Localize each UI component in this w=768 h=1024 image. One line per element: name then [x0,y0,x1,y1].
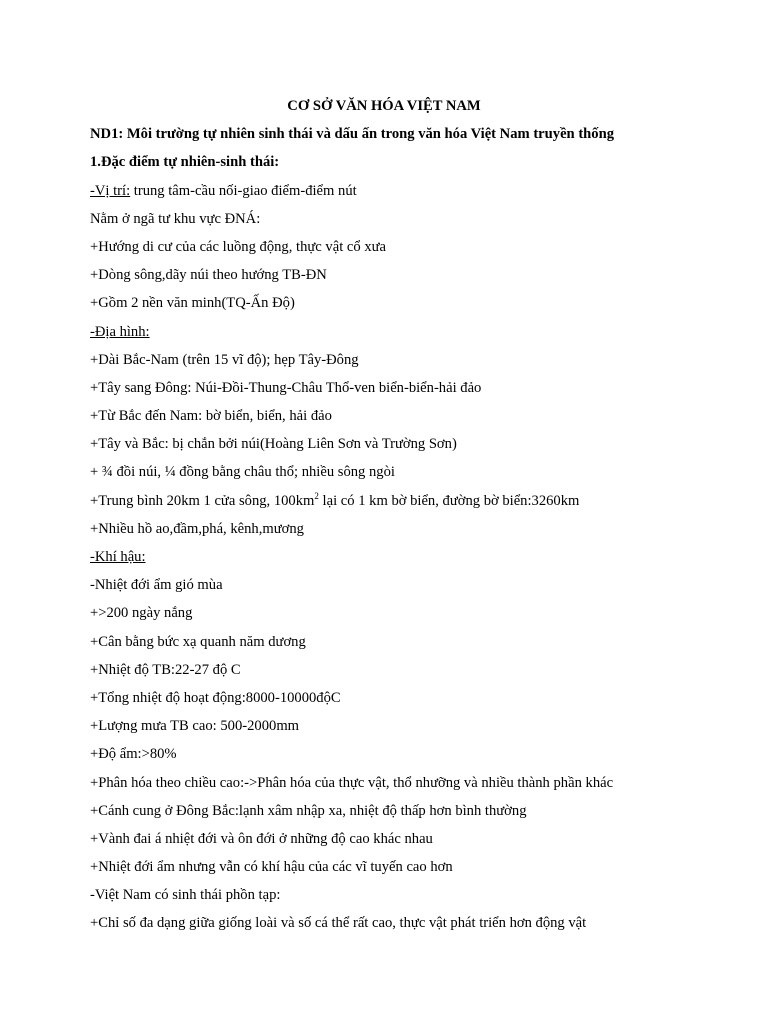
list-item: +Tây và Bắc: bị chắn bởi núi(Hoàng Liên Sơn và Trường Sơn) [90,436,457,453]
list-item: +Dài Bắc-Nam (trên 15 vĩ độ); hẹp Tây-Đông [90,351,359,368]
list-item: -Nhiệt đới ẩm gió mùa [90,577,223,594]
list-item: +Hướng di cư của các luồng động, thực vật cổ xưa [90,238,387,255]
section-heading: ND1: Môi trường tự nhiên sinh thái và dấu ấn trong văn hóa Việt Nam truyền thống [90,126,615,143]
vitri-label: -Vị trí: [90,182,131,199]
list-item: +Từ Bắc đến Nam: bờ biển, biển, hải đảo [90,408,332,425]
rivers-text-before: +Trung bình 20km 1 cửa sông, 100km [90,492,315,509]
document-body [90,92,690,938]
list-item: +Vành đai á nhiệt đới và ôn đới ở những độ cao khác nhau [90,830,433,847]
list-item: Nằm ở ngã tư khu vực ĐNÁ: [90,210,261,227]
rivers-line [90,487,690,515]
list-item: +Nhiệt độ TB:22-27 độ C [90,661,241,678]
vitri-text: trung tâm-cầu nối-giao điểm-điểm nút [130,182,357,199]
rivers-text-after: lại có 1 km bờ biển, đường bờ biển:3260km [318,492,580,509]
list-item: +Chỉ số đa dạng giữa giống loài và số cá thể rất cao, thực vật phát triển hơn động vật [90,915,587,932]
document-title: CƠ SỞ VĂN HÓA VIỆT NAM [287,98,481,114]
diahinh-line [90,318,690,346]
list-item: +Dòng sông,dãy núi theo hướng TB-ĐN [90,267,327,284]
list-item: +Nhiệt đới ẩm nhưng vẫn có khí hậu của các vĩ tuyến cao hơn [90,859,453,876]
list-item: + ¾ đồi núi, ¼ đồng bằng châu thổ; nhiều sông ngòi [90,464,395,481]
list-item: +Nhiều hồ ao,đầm,phá, kênh,mương [90,520,304,537]
list-item: +Lượng mưa TB cao: 500-2000mm [90,718,300,735]
list-item: +Độ ẩm:>80% [90,746,177,763]
list-item: +Cân bằng bức xạ quanh năm dương [90,633,306,650]
list-item: +Phân hóa theo chiều cao:->Phân hóa của thực vật, thổ nhưỡng và nhiều thành phần khác [90,774,614,791]
list-item: +>200 ngày nắng [90,605,193,622]
vitri-line [90,177,690,205]
list-item: -Việt Nam có sinh thái phồn tạp: [90,887,281,904]
list-item: +Tây sang Đông: Núi-Đồi-Thung-Châu Thổ-ven biển-biển-hải đảo [90,379,482,396]
khihau-line [90,543,690,571]
superscript-two: 2 [314,490,319,501]
list-item: +Cánh cung ở Đông Bắc:lạnh xâm nhập xa, nhiệt độ thấp hơn bình thường [90,802,527,819]
list-item: +Gồm 2 nền văn minh(TQ-Ấn Độ) [90,295,295,312]
list-item: +Tổng nhiệt độ hoạt động:8000-10000độC [90,689,341,706]
diahinh-label: -Địa hình: [90,323,150,340]
subsection-heading: 1.Đặc điểm tự nhiên-sinh thái: [90,154,280,171]
khihau-label: -Khí hậu: [90,549,146,565]
